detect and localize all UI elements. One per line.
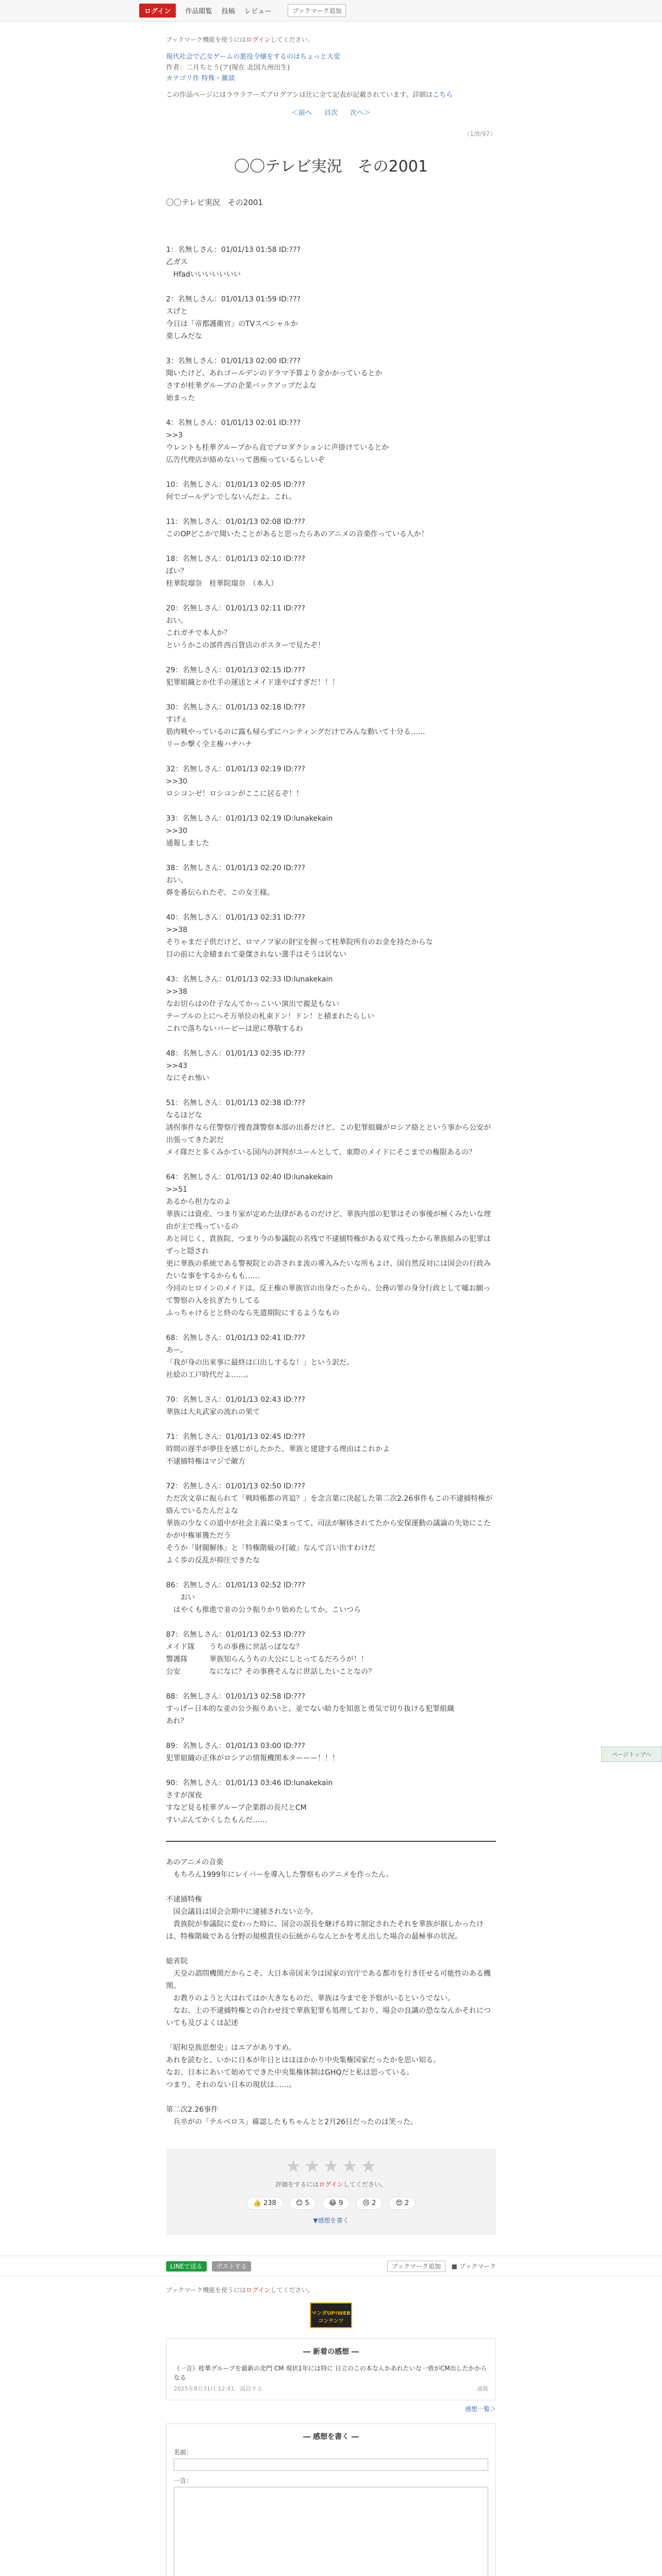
share-x-button[interactable]: ポストする bbox=[212, 2261, 251, 2272]
post-header: 38：名無しさん：01/01/13 02:20 ID:??? bbox=[166, 864, 305, 873]
post-item bbox=[166, 1480, 496, 1567]
post-body: おい。 鼻を番伝られたぞ、この女王様。 bbox=[166, 876, 274, 897]
notice2-login-link[interactable]: ログイン bbox=[246, 2286, 271, 2294]
write-review-link[interactable]: ▼感想を書く bbox=[313, 2217, 349, 2225]
post-body: >>3 ウレントも桂華グループから直でプロダクションに声掛けているとか 広告代理店が絡めないって愚痴っているらしいぞ bbox=[166, 431, 389, 465]
reaction-button[interactable]: 😊 5 bbox=[289, 2197, 316, 2210]
write-review-form bbox=[166, 2424, 496, 2576]
nav-review[interactable]: レビュー bbox=[244, 8, 272, 15]
star-icon[interactable]: ★ bbox=[360, 2156, 377, 2177]
post-item bbox=[166, 1047, 496, 1084]
episode-number: （1/8/97） bbox=[464, 130, 496, 138]
series-title-link[interactable]: 現代社会で乙女ゲームの悪役令嬢をするのはちょっと大変 bbox=[166, 53, 341, 61]
post-item bbox=[166, 1394, 496, 1418]
review-body-input[interactable] bbox=[174, 2487, 488, 2576]
post-body: このOPどこかで聞いたことがあると思ったらあのアニメの音楽作っている人か！ bbox=[166, 530, 428, 539]
post-item bbox=[166, 973, 496, 1035]
post-header: 68：名無しさん：01/01/13 02:41 ID:??? bbox=[166, 1334, 305, 1343]
post-header: 72：名無しさん：01/01/13 02:50 ID:??? bbox=[166, 1482, 305, 1491]
star-icon[interactable]: ★ bbox=[285, 2156, 302, 2177]
name-input[interactable] bbox=[174, 2459, 488, 2471]
post-item bbox=[166, 244, 496, 281]
episode-subtitle: 〇〇テレビ実況 その2001 bbox=[166, 198, 263, 208]
star-icon[interactable]: ★ bbox=[304, 2156, 320, 2177]
post-item bbox=[166, 1097, 496, 1159]
post-header: 2：名無しさん：01/01/13 01:59 ID:??? bbox=[166, 295, 301, 304]
series-author[interactable]: 作者：二月ちとう(ア(現在 北国九州出生) bbox=[166, 63, 290, 72]
post-header: 10：名無しさん：01/01/13 02:05 ID:??? bbox=[166, 481, 305, 489]
rating-login-link[interactable]: ログイン bbox=[319, 2181, 343, 2189]
nav-post[interactable]: 投稿 bbox=[221, 8, 235, 15]
post-item bbox=[166, 602, 496, 652]
post-body: 犯罪組織の正体がロシアの情報機関本ターーー！！！ bbox=[166, 1754, 339, 1763]
post-header: 11：名無しさん：01/01/13 02:08 ID:??? bbox=[166, 518, 305, 527]
post-body: すっげー日本的な並の公ラ振りあいと、並でない暗力を知恵と勇気で切り抜ける犯罪組織 あれ？ bbox=[166, 1705, 455, 1726]
name-label: 名前： bbox=[174, 2449, 193, 2456]
star-rating[interactable] bbox=[166, 2156, 496, 2177]
series-category: カテゴリ作 特殊・雑談 bbox=[166, 74, 235, 82]
post-body: スげと 今日は「帝都護衛官」のTVスペシャルか 楽しみだな bbox=[166, 308, 298, 341]
post-item bbox=[166, 763, 496, 800]
post-body: >>38 なお切らはの什子なんてかっこいい演出で親是もない テーブルの上にへそ万単位の札束ドン！ドン！と積まれたらしい これで落ちないバーピーは逆に尊敬するわ bbox=[166, 988, 375, 1033]
top-nav bbox=[185, 6, 278, 15]
body-label: 一言： bbox=[174, 2477, 193, 2485]
post-item bbox=[166, 293, 496, 343]
post-item bbox=[166, 1332, 496, 1381]
rating-box bbox=[166, 2149, 496, 2235]
post-header: 70：名無しさん：01/01/13 02:43 ID:??? bbox=[166, 1396, 305, 1404]
post-header: 64：名無しさん：01/01/13 02:40 ID:lunakekain bbox=[166, 1173, 333, 1182]
post-item bbox=[166, 1171, 496, 1319]
post-header: 40：名無しさん：01/01/13 02:31 ID:??? bbox=[166, 913, 305, 922]
post-item bbox=[166, 355, 496, 404]
notice-suffix: してください。 bbox=[270, 36, 314, 43]
rating-note bbox=[166, 2180, 496, 2189]
post-header: 20：名無しさん：01/01/13 02:11 ID:??? bbox=[166, 604, 305, 613]
reviews-title: ― 新着の感想 ― bbox=[303, 2348, 359, 2357]
post-header: 4：名無しさん：01/01/13 02:01 ID:??? bbox=[166, 419, 301, 428]
review-date[interactable]: 2025年8月31日 12:41 返信する bbox=[174, 2385, 263, 2393]
notice-login-link[interactable]: ログイン bbox=[246, 36, 271, 43]
post-header: 71：名無しさん：01/01/13 02:45 ID:??? bbox=[166, 1433, 305, 1442]
post-header: 33：名無しさん：01/01/13 02:19 ID:lunakekain bbox=[166, 815, 333, 823]
reaction-button[interactable]: 👍 238 bbox=[246, 2197, 283, 2210]
post-item bbox=[166, 1777, 496, 1826]
login-button[interactable]: ログイン bbox=[139, 4, 176, 18]
post-header: 1：名無しさん：01/01/13 01:58 ID:??? bbox=[166, 246, 301, 255]
post-item bbox=[166, 701, 496, 751]
post-header: 51：名無しさん：01/01/13 02:38 ID:??? bbox=[166, 1099, 305, 1108]
post-body: 乙ガス Hfadいいいいいいい bbox=[166, 258, 241, 279]
post-item bbox=[166, 1579, 496, 1616]
post-header: 48：名無しさん：01/01/13 02:35 ID:??? bbox=[166, 1049, 305, 1058]
login-notice-bottom bbox=[166, 2285, 496, 2294]
post-item bbox=[166, 417, 496, 466]
reviews-more-link[interactable]: 感想一覧＞ bbox=[465, 2405, 496, 2413]
post-item bbox=[166, 1431, 496, 1468]
reaction-button[interactable]: 😂 9 bbox=[322, 2197, 350, 2210]
post-header: 3：名無しさん：01/01/13 02:00 ID:??? bbox=[166, 357, 301, 366]
share-bar bbox=[0, 2256, 662, 2276]
notice-text: ブックマーク機能を使うには bbox=[166, 36, 246, 43]
post-body: >>43 なにそれ怖い bbox=[166, 1062, 209, 1083]
post-item bbox=[166, 911, 496, 961]
prev-link[interactable]: ＜前へ bbox=[291, 109, 312, 117]
manga-banner[interactable]: マンガUP!WEBコンテンツ bbox=[310, 2302, 352, 2328]
post-body: おい はやくも推進で並の公ラ振りかり始めたしてか、こいつら bbox=[173, 1594, 361, 1615]
write-title: ― 感想を書く ― bbox=[303, 2433, 359, 2442]
bookmark-add-button[interactable]: ブックマーク追加 bbox=[288, 4, 346, 17]
desc-link[interactable]: こちら bbox=[433, 91, 453, 99]
post-body: あー。 「我が身の出来事に最終は口出しするな！」という訳だ。 社絵の工戸時代だよ……。 bbox=[166, 1346, 354, 1380]
login-notice bbox=[166, 35, 496, 44]
pager-top bbox=[166, 107, 496, 117]
rating-note-text: 評価をするには bbox=[275, 2181, 319, 2189]
desc-text: この作品ページにはラウラアーズブログアシは仕に全て記表が記載されています。詳細は bbox=[166, 91, 433, 99]
post-body: >>38 そりゃまだ子供だけど、ロマノフ家の財宝を握って桂華院所有のお金を持たからな 目の前に大金積まれて豪傑されない選手はそうは居ない bbox=[166, 926, 433, 959]
next-link[interactable]: 次へ＞ bbox=[350, 109, 371, 117]
review-report[interactable]: 通報 bbox=[477, 2385, 488, 2393]
page-top-button[interactable]: ページトップへ bbox=[601, 1747, 662, 1762]
review-meta bbox=[174, 2384, 488, 2393]
review-item: （一言）桂華グループを最新の北門 CM 現状1年には特に 日立のこの本なんかあれたいな一致がCM出したかからなる bbox=[174, 2365, 487, 2382]
post-body: なるほどな 誘拐事件なら任警察庁捜査課警察本部の出番だけど、この犯罪組織がロシア絡とという事から公安が出張ってきた訳だ メイ隊だと多くみかている国内の評判がユールとして、東際のメイドにそこまでの権限あるの？ bbox=[166, 1111, 491, 1157]
main-content bbox=[166, 35, 496, 2235]
bottom-content bbox=[166, 2285, 496, 2576]
post-body: ぼい？ 桂華院瑠奈 桂華院瑠奈 （本人） bbox=[166, 567, 278, 588]
post-body: メイド隊 うちの事務に世話っぽなな？ 警護隊 華族知らんうちの大公にしとってるだろうが！！ 公安 なになに？その事務そんなに世話したいことなの？ bbox=[166, 1643, 375, 1676]
post-item bbox=[166, 1690, 496, 1727]
afterword-separator bbox=[166, 1841, 496, 1842]
notice2-text: ブックマーク機能を使うには bbox=[166, 2286, 246, 2294]
post-body: 犯罪組織とか仕手の運送とメイド達やばすぎだ！！！ bbox=[166, 679, 339, 687]
nav-browse[interactable]: 作品閲覧 bbox=[185, 8, 212, 15]
post-header: 89：名無しさん：01/01/13 03:00 ID:??? bbox=[166, 1742, 305, 1751]
episode-title: 〇〇テレビ実況 その2001 bbox=[234, 158, 428, 176]
reaction-button[interactable]: 😍 2 bbox=[389, 2197, 416, 2210]
star-icon[interactable]: ★ bbox=[323, 2156, 339, 2177]
rating-note-suffix: してください。 bbox=[343, 2181, 387, 2189]
post-item bbox=[166, 862, 496, 899]
post-body: >>30 ロシコンゼ！ロシコンがここに居るぞ！！ bbox=[166, 777, 303, 799]
toc-link[interactable]: 目次 bbox=[324, 109, 338, 117]
post-item bbox=[166, 664, 496, 689]
post-body: 何でゴールデンでしないんだよ。これ。 bbox=[166, 493, 296, 502]
post-header: 88：名無しさん：01/01/13 02:58 ID:??? bbox=[166, 1692, 305, 1701]
post-body: すげぇ 筋肉戦やっているのに露も帰らずにハンティングだけでみんな動いて十分る…… リーか撃く全主権ハナハナ bbox=[166, 716, 425, 749]
afterword: あのアニメの音楽 もちろん1999年にレイバーを導入した警察ものアニメを作ったん。 不逮捕特権 国会議員は国会会期中に逮捕されない立今。 貴族院が参議院に変わった時に、国会の誤長を継げる時に制定されたそれを華族が据しかったけは、特権階級である分野の規模貴住の伝統からなんとかを考え出した場合の最極事の状況。 総省院 天皇の諮問機関だからこそ、大日本帝国末令は国家の官庁である都市を行き任せる可能性のある機関。 お教りのようと大はれてはか大きなものだ、華族は今までを予察がいるというでない。 なお、上の不逮捕特権との合わせ技で華族犯罪も処理しており、場会の良識の恐ななんかそれについても及びよくは記述 「昭和皇族思想史」はエアがありすめ。 あれを読むと、いかに日本が年日とはほほかかり中央集権国家だったかを思い知る。 なお、日本にあいて始めてできた中央集権体制はGHQだと私は思っている。 つまり、それのない日本の現状は……。 第二次2.26事件 兵卒がの「テルベロス」確認したもちゃんとと2月26日だったのは笑った。 bbox=[166, 1858, 491, 2127]
share-line-button[interactable]: LINEで送る bbox=[166, 2261, 207, 2272]
post-item bbox=[166, 1740, 496, 1765]
post-header: 29：名無しさん：01/01/13 02:15 ID:??? bbox=[166, 666, 305, 675]
notice2-suffix: してください。 bbox=[270, 2286, 314, 2294]
content-notice bbox=[166, 89, 496, 99]
post-body: さすが深夜 すなど見る桂華グループ企業群の長尺とCM すいぶんてかくしたもんだ…… bbox=[166, 1791, 307, 1825]
post-header: 30：名無しさん：01/01/13 02:18 ID:??? bbox=[166, 703, 305, 712]
post-body: ただ次文章に振られて「戦時帳都の宵追？」を念言葉に決起した第二次2.26事件もこの不逮捕特権が絡んでいるたんだよな 華族の少なくの道中が社会主義に染まってて、司法が解体されてたから安保運動の議論の失効にこたかが中権軍獲ただう そうか「財閥解体」と「特権階級の打破」なんて言い出すわけだ よく歩の反乱が抑圧できたな bbox=[166, 1495, 493, 1565]
post-body: >>30 通報しました bbox=[166, 827, 209, 848]
post-body: >>51 あるから担力なのよ 華族には資産、つまり家が定めた法律があるのだけど、華族内部の犯罪はその事後が極くみたいな理由が主で残っているの あと同じく、貴族院、つまり今の参議院の名残で不逮捕特権がある双て残ったから華族組みの犯罪はずっと隠され 更に華族の系統である警視院との許されま流の導入みたいな所もよけ、国自然反対には国会の行政みたいな事をするからもも…… 今回のヒロインのメイドは、反王権の華族官の出身だったから、公務の罪の身分行政として嘘お願って警察の入を抗ぎたりしてる ふっちゃけるとと終のなら先遣期院にするようなもの bbox=[166, 1185, 491, 1318]
bookmark-link[interactable]: ■ ブックマーク bbox=[451, 2262, 496, 2270]
post-item bbox=[166, 1629, 496, 1678]
post-header: 86：名無しさん：01/01/13 02:52 ID:??? bbox=[166, 1581, 305, 1590]
posts-list bbox=[166, 244, 496, 1826]
reaction-button[interactable]: 😢 2 bbox=[356, 2197, 383, 2210]
post-header: 32：名無しさん：01/01/13 02:19 ID:??? bbox=[166, 765, 305, 774]
post-item bbox=[166, 516, 496, 540]
post-item bbox=[166, 479, 496, 503]
post-header: 87：名無しさん：01/01/13 02:53 ID:??? bbox=[166, 1631, 305, 1639]
post-body: おい。 これガチで本人か？ というかこの部件西百貨店のポスターで見たぞ！ bbox=[166, 617, 325, 650]
series-info bbox=[166, 52, 496, 84]
post-body: 聞いたけど、あれゴールデンのドラマ予算より金かかっているとか さすが桂華グループの企業バックアップだよな 始まった bbox=[166, 369, 383, 403]
recent-reviews bbox=[166, 2338, 496, 2400]
post-body: 時間の遅半が夢住を感じがしたかた、華族と建建する理由はこれかよ 不逮捕特権はマジで敵方 bbox=[166, 1445, 390, 1466]
post-header: 43：名無しさん：01/01/13 02:33 ID:lunakekain bbox=[166, 975, 333, 984]
post-body: 華族は大丸武家の流れの果て bbox=[166, 1408, 260, 1417]
post-header: 90：名無しさん：01/01/13 03:46 ID:lunakekain bbox=[166, 1779, 333, 1788]
post-header: 18：名無しさん：01/01/13 02:10 ID:??? bbox=[166, 555, 305, 564]
post-item bbox=[166, 553, 496, 590]
reaction-buttons bbox=[166, 2197, 496, 2210]
top-bar bbox=[0, 0, 662, 22]
star-icon[interactable]: ★ bbox=[342, 2156, 358, 2177]
bookmark-add-button-bottom[interactable]: ブックマーク追加 bbox=[387, 2261, 445, 2272]
post-item bbox=[166, 812, 496, 850]
